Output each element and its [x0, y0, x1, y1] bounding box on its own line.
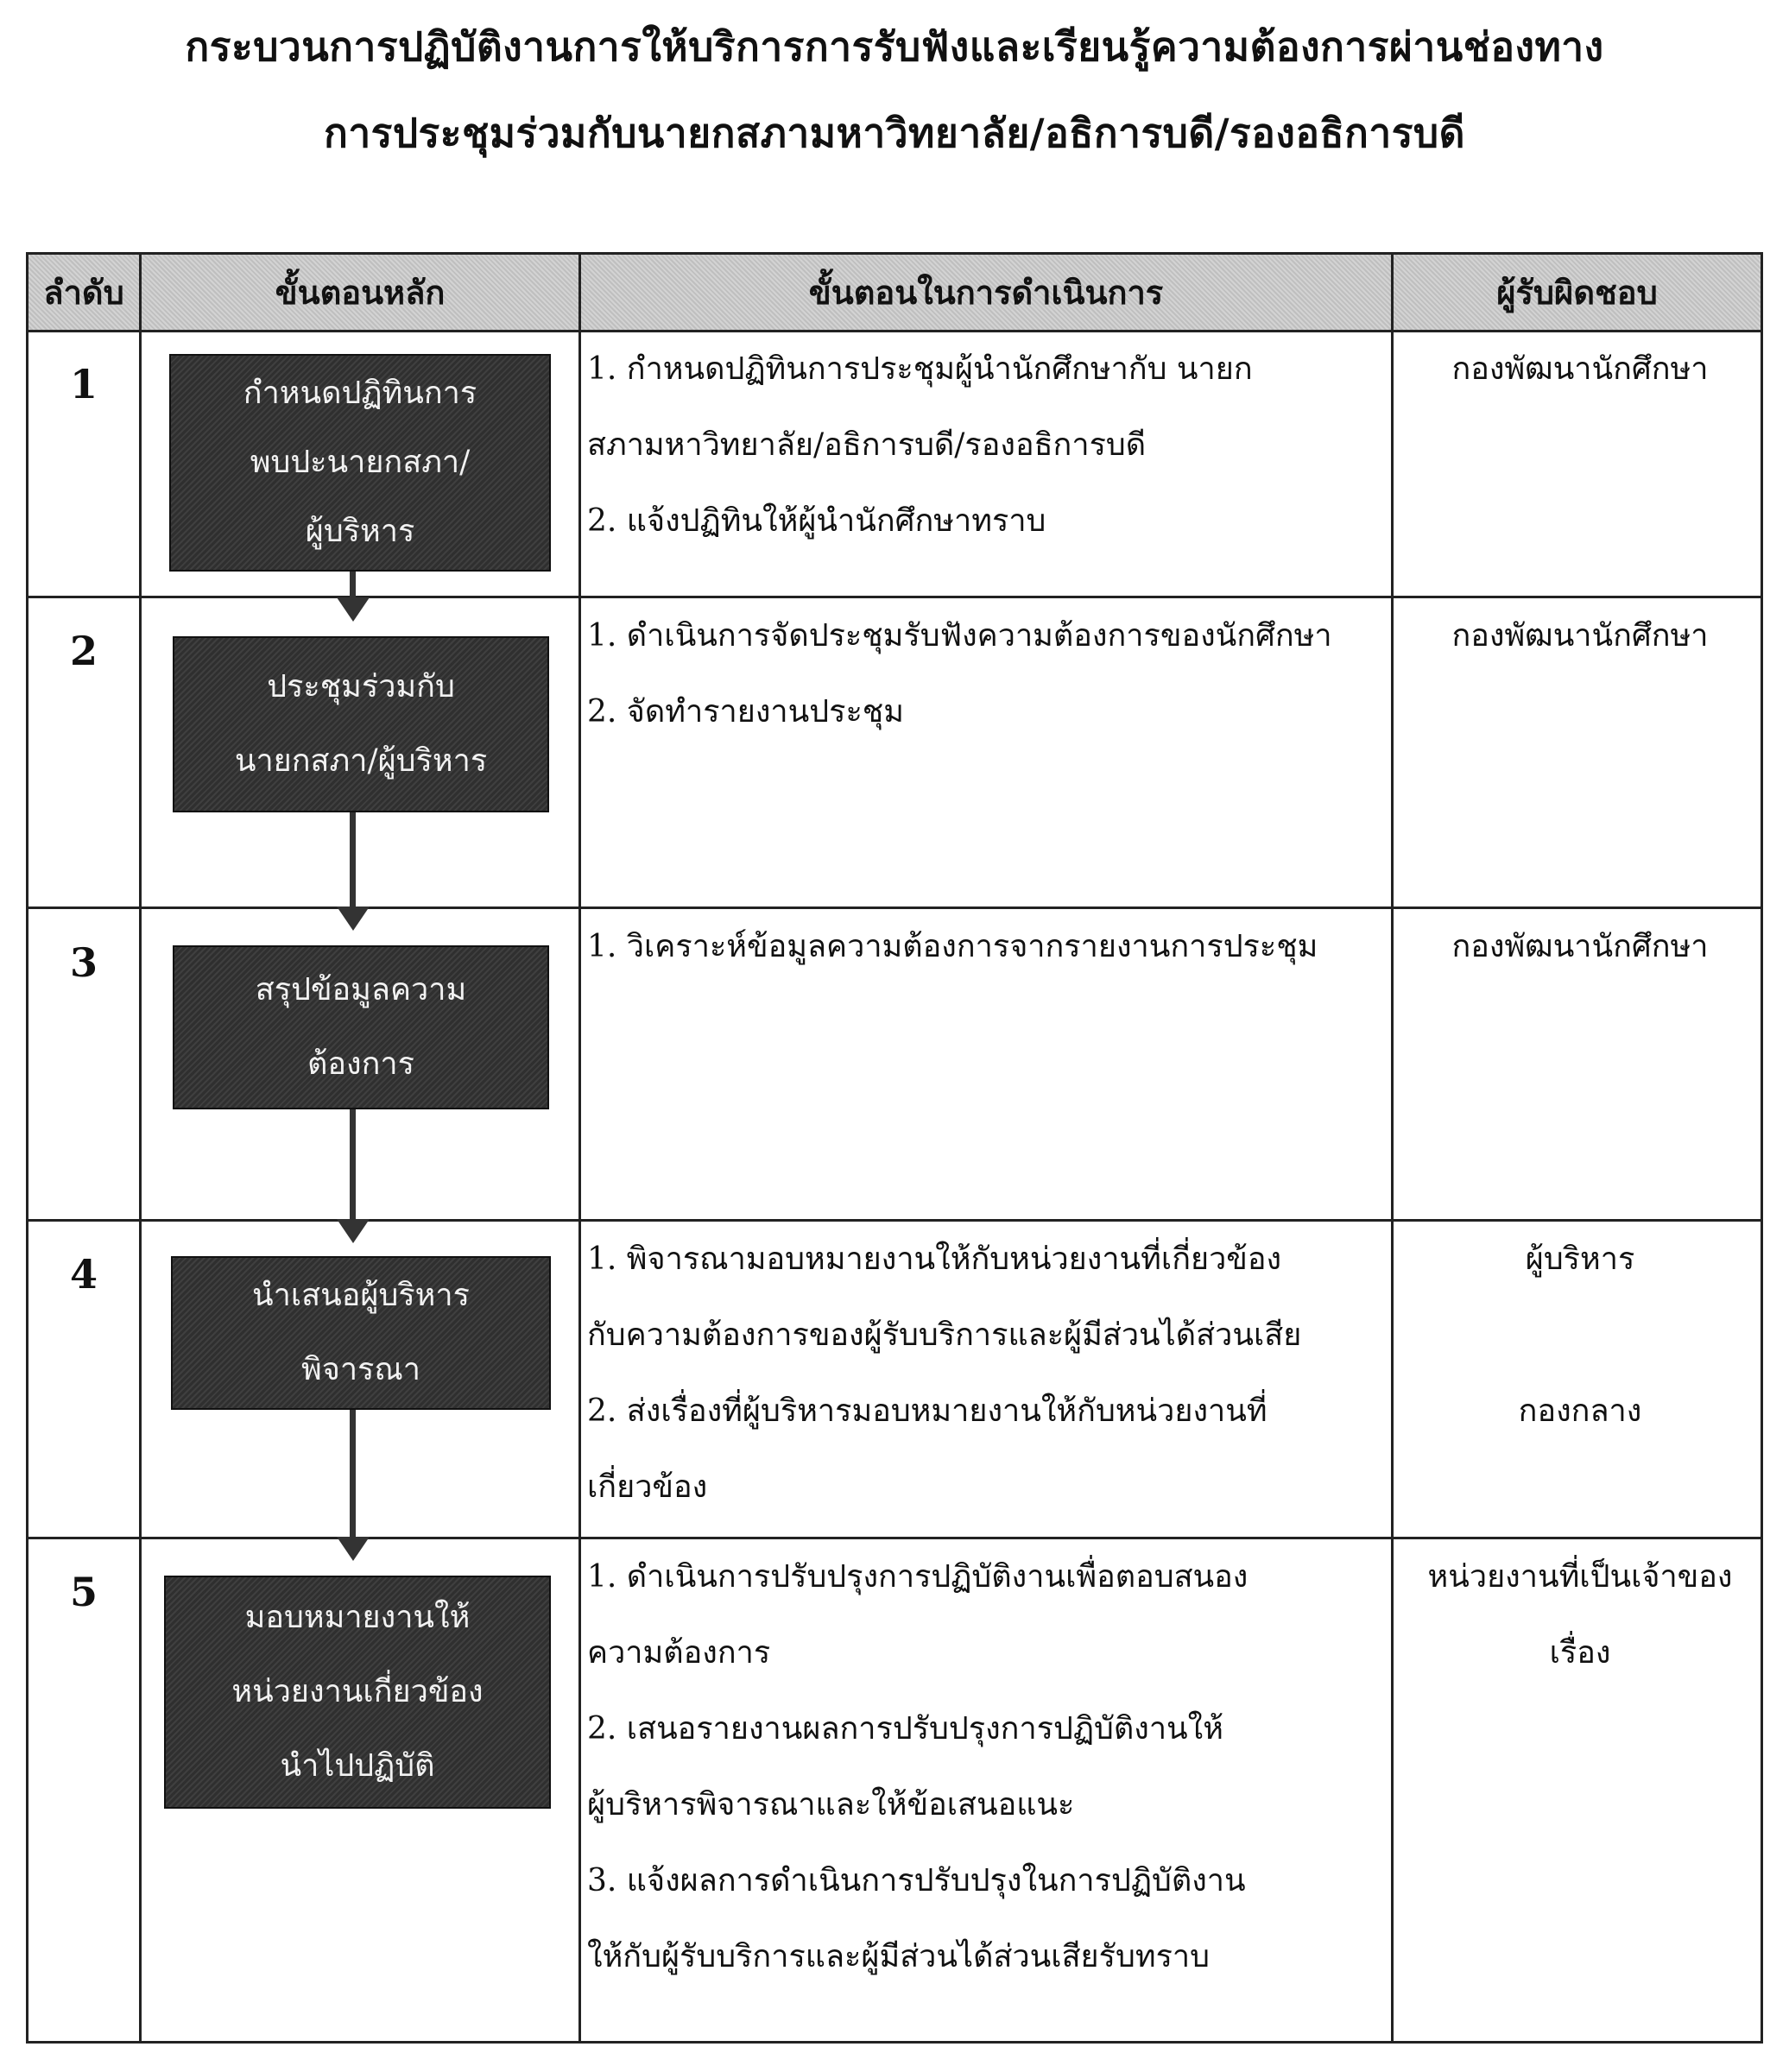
main-step-text: พิจารณา — [301, 1352, 420, 1387]
procedure-cell — [587, 598, 1386, 750]
responsible-cell — [1399, 1222, 1761, 1450]
responsible-cell — [1399, 332, 1761, 407]
main-step-text: กำหนดปฏิทินการ — [243, 376, 477, 411]
procedure-text: 2. เสนอรายงานผลการปรับปรุงการปฏิบัติงานให้ — [587, 1711, 1223, 1747]
procedure-text: 1. ดำเนินการปรับปรุงการปฏิบัติงานเพื่อตอบสนอง — [587, 1559, 1249, 1595]
document-title-line-2: การประชุมร่วมกับนายกสภามหาวิทยาลัย/อธิการบดี/รองอธิการบดี — [323, 110, 1466, 156]
column-divider — [139, 252, 142, 2044]
procedure-text: กับความต้องการของผู้รับบริการและผู้มีส่วนได้ส่วนเสีย — [587, 1317, 1302, 1353]
main-step-text: พบปะนายกสภา/ — [250, 445, 471, 480]
procedure-text: 2. ส่งเรื่องที่ผู้บริหารมอบหมายงานให้กับหน่วยงานที่ — [587, 1393, 1267, 1429]
responsible-text: เรื่อง — [1549, 1635, 1611, 1671]
main-step-text: หน่วยงานเกี่ยวข้อง — [231, 1674, 484, 1709]
main-step-box — [164, 1576, 551, 1809]
header-procedure: ขั้นตอนในการดำเนินการ — [581, 255, 1391, 330]
responsible-text: กองพัฒนานักศึกษา — [1451, 351, 1709, 387]
flow-connector — [350, 1410, 356, 1541]
flow-connector — [350, 572, 356, 601]
main-step-text: ต้องการ — [307, 1046, 414, 1082]
row-number: 5 — [69, 1569, 98, 1615]
main-step-text: นายกสภา/ผู้บริหาร — [234, 743, 488, 779]
procedure-text: 1. พิจารณามอบหมายงานให้กับหน่วยงานที่เกี่ยวข้อง — [587, 1241, 1282, 1277]
header-responsible: ผู้รับผิดชอบ — [1394, 255, 1761, 330]
responsible-text: กองพัฒนานักศึกษา — [1451, 618, 1709, 654]
flow-connector — [350, 812, 356, 910]
main-step-text: นำเสนอผู้บริหาร — [252, 1278, 470, 1313]
column-divider — [578, 252, 581, 2044]
procedure-cell — [587, 1222, 1386, 1526]
procedure-text: สภามหาวิทยาลัย/อธิการบดี/รองอธิการบดี — [587, 427, 1147, 463]
main-step-box — [173, 945, 549, 1109]
main-step-text: มอบหมายงานให้ — [244, 1600, 471, 1635]
spacer — [1399, 1298, 1761, 1374]
main-step-box — [169, 354, 551, 572]
procedure-text: 2. แจ้งปฏิทินให้ผู้นำนักศึกษาทราบ — [587, 503, 1046, 539]
main-step-text: นำไปปฏิบัติ — [280, 1748, 435, 1784]
procedure-cell — [587, 1539, 1386, 1995]
row-number: 1 — [69, 361, 98, 407]
main-step-box — [171, 1256, 551, 1410]
procedure-text: ให้กับผู้รับบริการและผู้มีส่วนได้ส่วนเสียรับทราบ — [587, 1939, 1210, 1974]
arrow-down-icon — [337, 1537, 370, 1561]
row-number: 2 — [69, 628, 98, 674]
main-step-box — [173, 636, 549, 812]
responsible-cell — [1399, 598, 1761, 674]
column-divider — [1391, 252, 1394, 2044]
procedure-cell — [587, 909, 1386, 985]
procedure-text: 3. แจ้งผลการดำเนินการปรับปรุงในการปฏิบัติงาน — [587, 1863, 1246, 1898]
main-step-text: ผู้บริหาร — [305, 514, 415, 549]
main-step-text: ประชุมร่วมกับ — [267, 669, 455, 704]
procedure-text: ความต้องการ — [587, 1635, 771, 1671]
responsible-cell — [1399, 1539, 1761, 1691]
responsible-text: กองพัฒนานักศึกษา — [1451, 929, 1709, 964]
responsible-text: ผู้บริหาร — [1525, 1241, 1635, 1277]
procedure-text: 1. กำหนดปฏิทินการประชุมผู้นำนักศึกษากับ นายก — [587, 351, 1253, 387]
main-step-text: สรุปข้อมูลความ — [255, 972, 467, 1008]
procedure-text: 1. วิเคราะห์ข้อมูลความต้องการจากรายงานการประชุม — [587, 929, 1318, 964]
header-order: ลำดับ — [28, 255, 139, 330]
procedure-text: 1. ดำเนินการจัดประชุมรับฟังความต้องการของนักศึกษา — [587, 618, 1332, 654]
procedure-cell — [587, 332, 1386, 559]
procedure-text: ผู้บริหารพิจารณาและให้ข้อเสนอแนะ — [587, 1787, 1075, 1822]
arrow-down-icon — [337, 1219, 370, 1243]
responsible-text: หน่วยงานที่เป็นเจ้าของ — [1427, 1559, 1733, 1595]
document-title-line-1: กระบวนการปฏิบัติงานการให้บริการการรับฟังและเรียนรู้ความต้องการผ่านช่องทาง — [185, 23, 1604, 70]
responsible-text: กองกลาง — [1518, 1393, 1642, 1429]
flow-connector — [350, 1109, 356, 1223]
row-number: 3 — [69, 939, 98, 986]
procedure-text: 2. จัดทำรายงานประชุม — [587, 694, 904, 730]
header-main-step: ขั้นตอนหลัก — [142, 255, 578, 330]
arrow-down-icon — [337, 597, 370, 622]
procedure-text: เกี่ยวข้อง — [587, 1469, 708, 1505]
responsible-cell — [1399, 909, 1761, 985]
arrow-down-icon — [337, 906, 370, 931]
row-number: 4 — [69, 1251, 98, 1298]
